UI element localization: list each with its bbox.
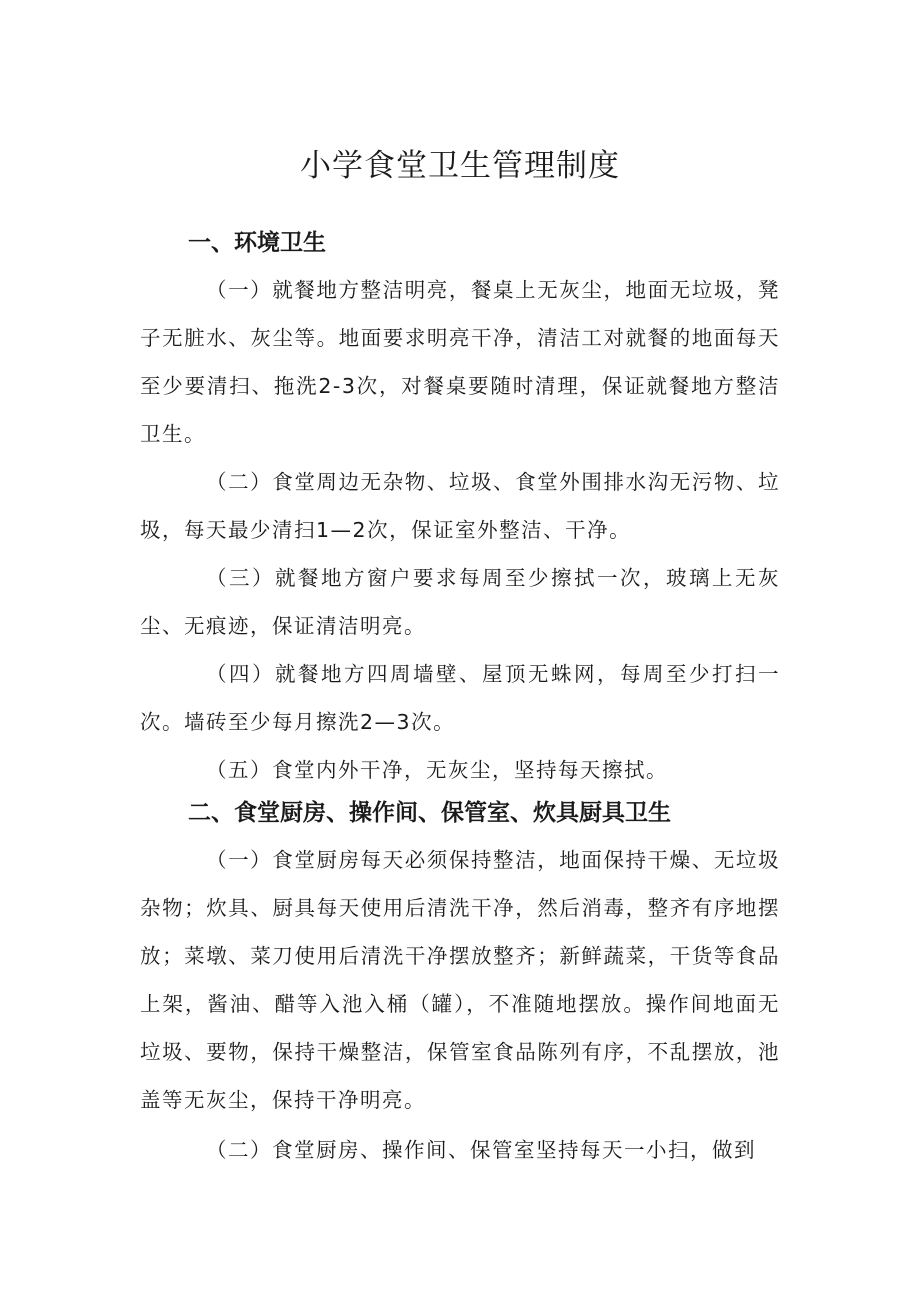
document-title: 小学食堂卫生管理制度 [300, 148, 620, 184]
section-heading-environment: 一、环境卫生 [188, 230, 326, 256]
paragraph: （二）食堂周边无杂物、垃圾、食堂外围排水沟无污物、垃圾，每天最少清扫1—2次，保证室外整洁、干净。 [140, 470, 780, 542]
paragraph: （五）食堂内外干净，无灰尘，坚持每天擦拭。 [206, 758, 668, 782]
paragraph: （二）食堂厨房、操作间、保管室坚持每天一小扫，做到 [206, 1138, 756, 1162]
paragraph: （一）就餐地方整洁明亮，餐桌上无灰尘，地面无垃圾，凳子无脏水、灰尘等。地面要求明亮干净，清洁工对就餐的地面每天至少要清扫、拖洗2-3次，对餐桌要随时清理，保证就餐地方整洁卫生。 [140, 278, 780, 446]
paragraph: （四）就餐地方四周墙壁、屋顶无蛛网，每周至少打扫一次。墙砖至少每月擦洗2—3次。 [140, 662, 780, 734]
paragraph: （一）食堂厨房每天必须保持整洁，地面保持干燥、无垃圾杂物；炊具、厨具每天使用后清洗干净，然后消毒，整齐有序地摆放；菜墩、菜刀使用后清洗干净摆放整齐；新鲜蔬菜，干货等食品上架，酱油、醋等入池入桶（罐），不准随地摆放。操作间地面无垃圾、要物，保持干燥整洁，保管室食品陈列有序，不乱摆放，池盖等无灰尘，保持干净明亮。 [140, 848, 780, 1112]
section-heading-kitchen: 二、食堂厨房、操作间、保管室、炊具厨具卫生 [188, 800, 671, 826]
paragraph: （三）就餐地方窗户要求每周至少擦拭一次，玻璃上无灰尘、无痕迹，保证清洁明亮。 [140, 566, 780, 638]
